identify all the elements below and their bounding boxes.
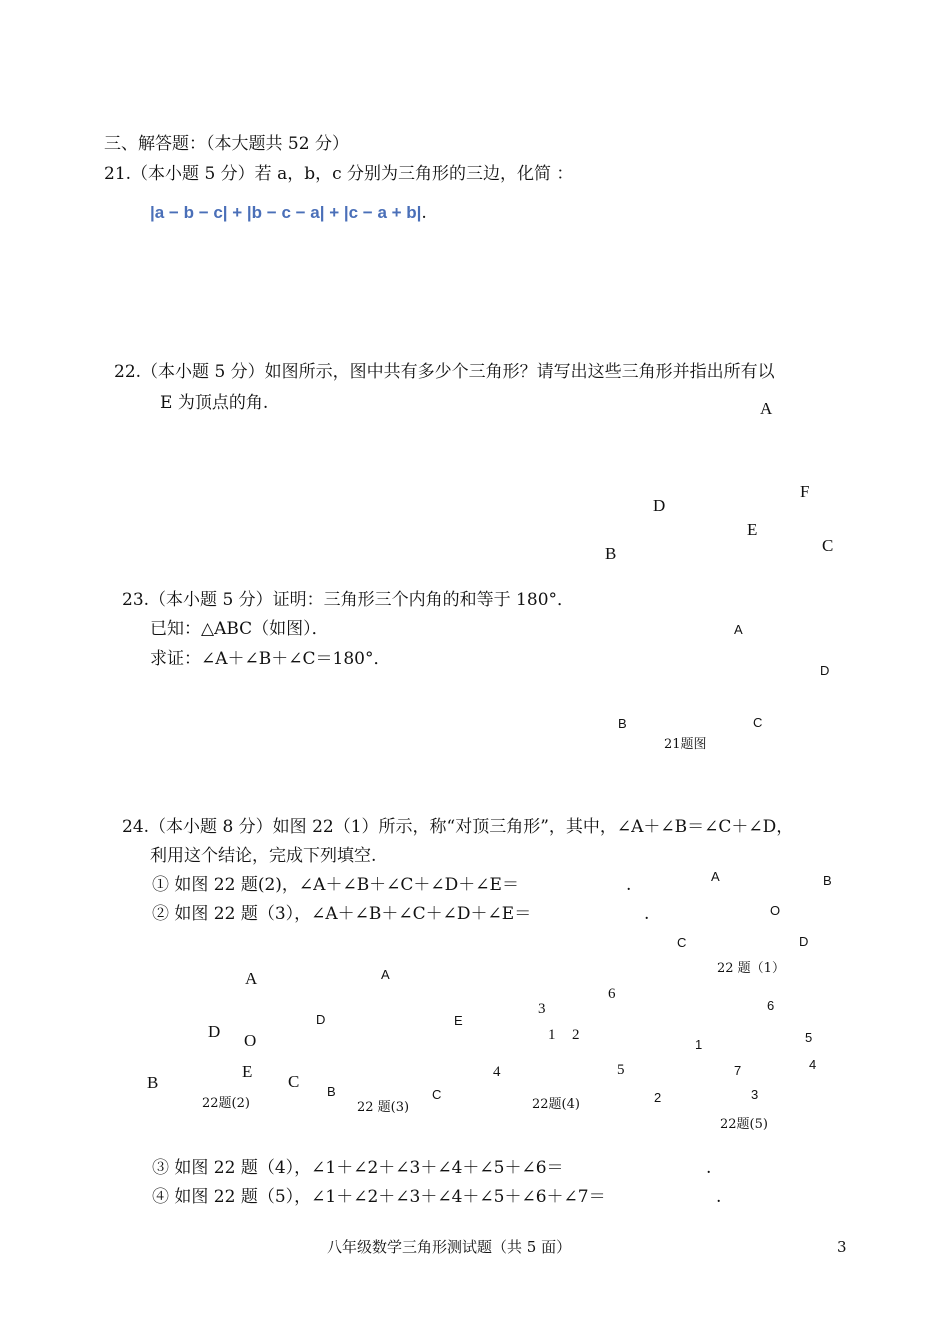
question-24-item2-period: . xyxy=(644,904,650,924)
question-23-line1: 23.（本小题 5 分）证明：三角形三个内角的和等于 180°． xyxy=(122,590,575,610)
fig4-caption: 22题(4) xyxy=(532,1097,580,1112)
fig3-label-e: E xyxy=(454,1013,463,1028)
question-21-formula xyxy=(150,202,427,224)
question-23-given: 已知：△ABC（如图）． xyxy=(150,619,329,639)
section-heading: 三、解答题：（本大题共 52 分） xyxy=(104,134,349,154)
fig5-label-4: 4 xyxy=(809,1057,817,1072)
fig4-label-6: 6 xyxy=(608,986,616,1002)
question-24-line1: 24.（本小题 8 分）如图 22（1）所示，称“对顶三角形”，其中，∠A＋∠B＝∠C＋∠D， xyxy=(122,817,794,837)
fig2-caption: 22题(2) xyxy=(202,1096,250,1111)
question-24-line2: 利用这个结论，完成下列填空. xyxy=(150,846,377,866)
fig1-label-b: B xyxy=(823,873,832,888)
q23-label-a: A xyxy=(734,622,743,637)
fig3-caption: 22 题(3) xyxy=(357,1100,410,1115)
question-23-prove: 求证：∠A＋∠B＋∠C＝180°． xyxy=(150,649,391,669)
fig5-label-2: 2 xyxy=(654,1090,662,1105)
formula-period: . xyxy=(421,203,427,223)
question-24-item2: ② 如图 22 题（3），∠A＋∠B＋∠C＋∠D＋∠E＝ xyxy=(152,904,532,924)
q23-figure-caption: 21题图 xyxy=(664,737,707,752)
fig2-label-e: E xyxy=(242,1062,253,1081)
fig1-label-c: C xyxy=(677,935,687,950)
fig5-label-1: 1 xyxy=(695,1037,703,1052)
fig1-label-a: A xyxy=(711,869,720,884)
fig2-label-o: O xyxy=(244,1031,257,1050)
fig5-label-7: 7 xyxy=(734,1063,742,1078)
q22-label-e: E xyxy=(747,520,758,539)
fig2-label-b: B xyxy=(147,1073,159,1092)
fig2-label-d: D xyxy=(208,1022,221,1041)
fig4-label-1: 1 xyxy=(548,1027,556,1043)
fig5-label-6: 6 xyxy=(767,998,775,1013)
fig1-label-d: D xyxy=(799,934,809,949)
question-24-item3-period: . xyxy=(706,1158,712,1178)
q22-label-b: B xyxy=(605,544,617,563)
q23-label-c: C xyxy=(753,715,763,730)
fig1-label-o: O xyxy=(770,903,781,918)
footer-title: 八年级数学三角形测试题（共 5 面） xyxy=(327,1238,572,1256)
fig1-caption: 22 题（1） xyxy=(717,961,785,976)
question-24-item3: ③ 如图 22 题（4），∠1＋∠2＋∠3＋∠4＋∠5＋∠6＝ xyxy=(152,1158,564,1178)
question-22-line2: E 为顶点的角. xyxy=(160,393,269,413)
fig5-caption: 22题(5) xyxy=(720,1117,768,1132)
question-24-item4-period: . xyxy=(716,1187,722,1207)
fig3-label-c: C xyxy=(432,1087,442,1102)
formula-expression: |a − b − c| + |b − c − a| + |c − a + b| xyxy=(150,203,422,222)
fig5-label-3: 3 xyxy=(751,1087,759,1102)
fig4-label-4: 4 xyxy=(493,1064,501,1080)
question-24-item4: ④ 如图 22 题（5），∠1＋∠2＋∠3＋∠4＋∠5＋∠6＋∠7＝ xyxy=(152,1187,606,1207)
question-24-item1: ① 如图 22 题(2)，∠A＋∠B＋∠C＋∠D＋∠E＝ xyxy=(152,875,519,895)
fig4-label-5: 5 xyxy=(617,1062,625,1078)
fig2-label-a: A xyxy=(245,969,258,988)
fig3-label-b: B xyxy=(327,1084,336,1099)
fig3-label-d: D xyxy=(316,1012,326,1027)
fig4-label-2: 2 xyxy=(572,1027,580,1043)
q22-label-a: A xyxy=(760,399,773,418)
question-24-item1-period: . xyxy=(626,875,632,895)
fig5-label-5: 5 xyxy=(805,1030,813,1045)
q23-label-b: B xyxy=(618,716,627,731)
q22-label-c: C xyxy=(822,536,834,555)
fig3-label-a: A xyxy=(381,967,390,982)
q23-label-d: D xyxy=(820,663,830,678)
fig4-label-3: 3 xyxy=(538,1001,546,1017)
page-number: 3 xyxy=(837,1238,847,1256)
q22-label-d: D xyxy=(653,496,666,515)
q22-label-f: F xyxy=(800,482,810,501)
question-21-text: 21.（本小题 5 分）若 a，b，c 分别为三角形的三边，化简 ： xyxy=(104,164,574,184)
fig2-label-c: C xyxy=(288,1072,300,1091)
question-22-line1: 22.（本小题 5 分）如图所示，图中共有多少个三角形？请写出这些三角形并指出所有以 xyxy=(114,362,775,382)
